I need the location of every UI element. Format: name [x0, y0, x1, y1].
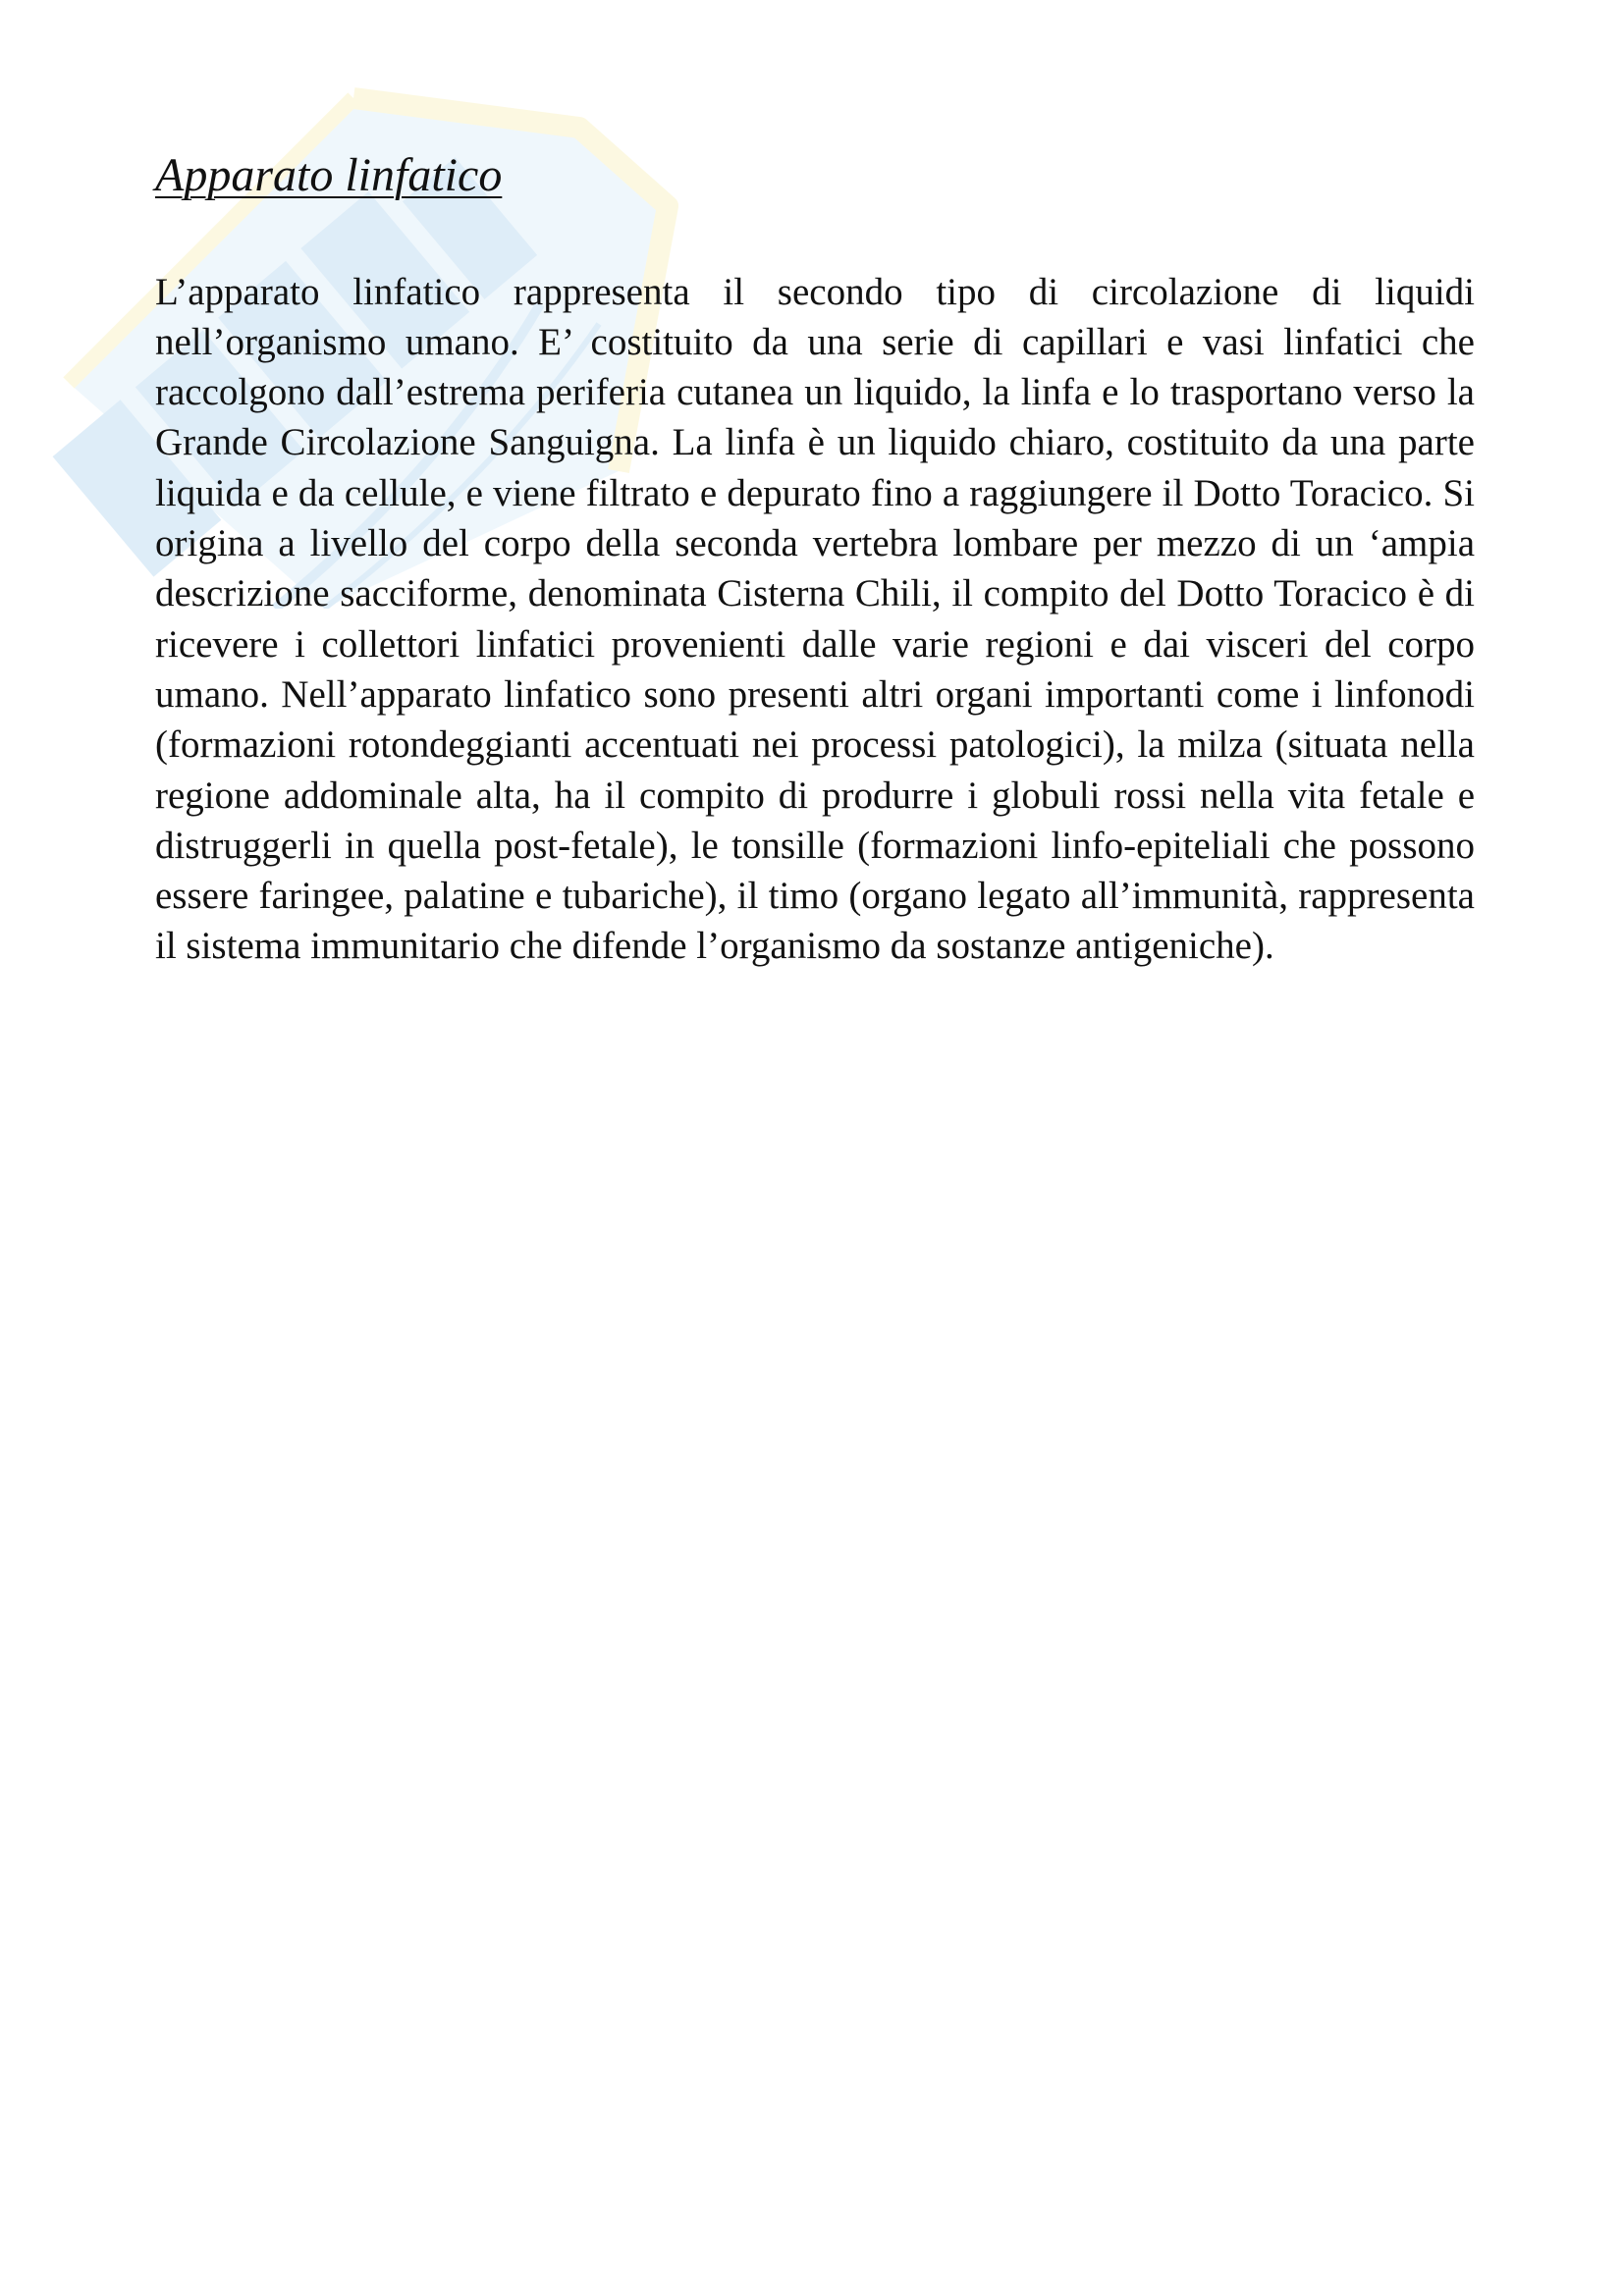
document-title: Apparato linfatico: [155, 149, 503, 201]
document-body: [155, 147, 1475, 972]
document-paragraph: L’apparato linfatico rappresenta il secondo tipo di circolazione di liquidi nell’organismo umano. E’ costituito da una serie di capillari e vasi linfatici che raccolgono dall’estrema periferia cutanea un liquido, la linfa e lo trasportano verso la Grande Circolazione Sanguigna. La linfa è un liquido chiaro, costituito da una parte liquida e da cellule, e viene filtrato e depurato fino a raggiungere il Dotto Toracico. Si origina a livello del corpo della seconda vertebra lombare per mezzo di un ‘ampia descrizione sacciforme, denominata Cisterna Chili, il compito del Dotto Toracico è di ricevere i collettori linfatici provenienti dalle varie regioni e dai visceri del corpo umano. Nell’apparato linfatico sono presenti altri organi importanti come i linfonodi (formazioni rotondeggianti accentuati nei processi patologici), la milza (situata nella regione addominale alta, ha il compito di produrre i globuli rossi nella vita fetale e distruggerli in quella post-fetale), le tonsille (formazioni linfo-epiteliali che possono essere faringee, palatine e tubariche), il timo (organo legato all’immunità, rappresenta il sistema immunitario che difende l’organismo da sostanze antigeniche).: [155, 270, 1475, 968]
